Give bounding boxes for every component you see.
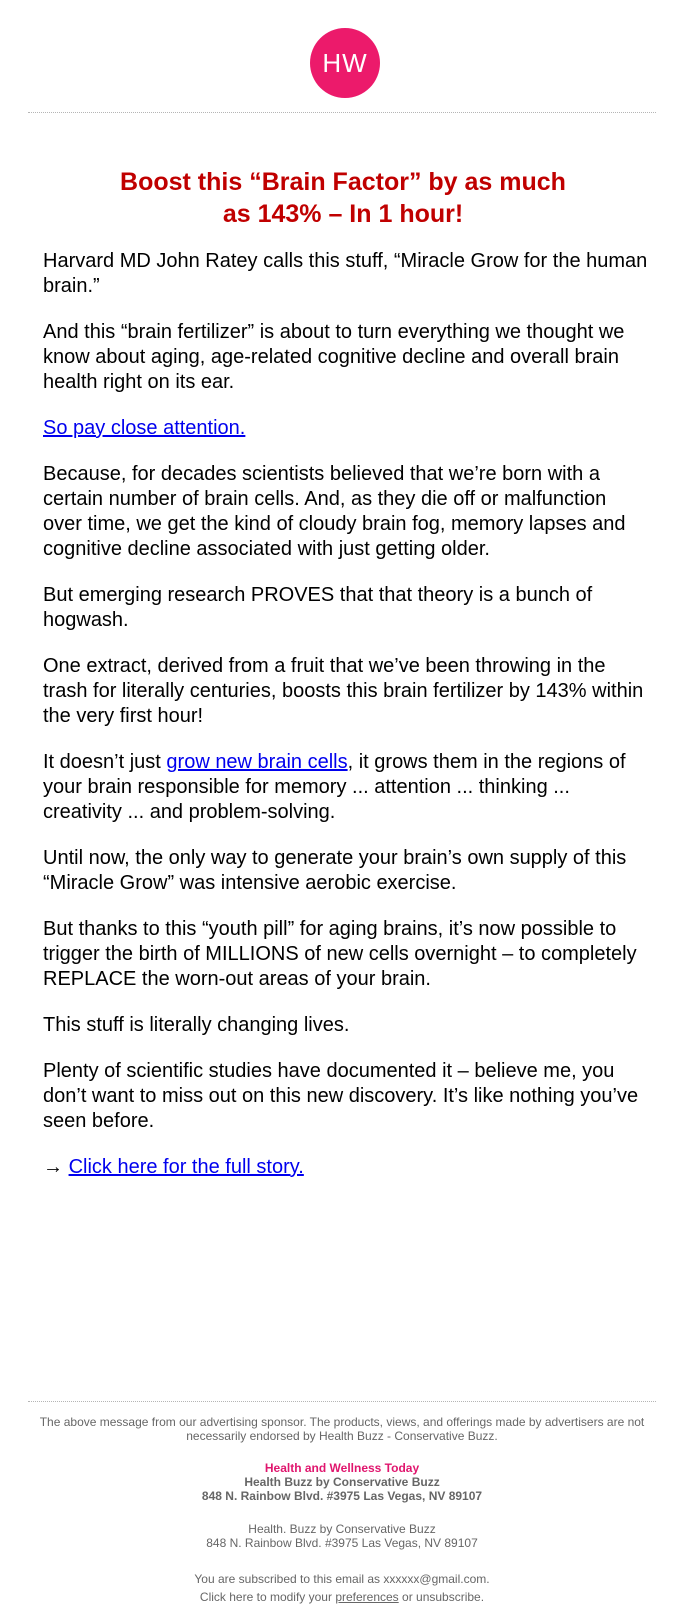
article-body bbox=[43, 249, 648, 1201]
footer-divider bbox=[28, 1401, 656, 1402]
cta-paragraph bbox=[43, 1155, 648, 1180]
footer-brand: Health and Wellness Today bbox=[264, 1461, 420, 1475]
paragraph-11: Plenty of scientific studies have documented it – believe me, you don’t want to miss out on this new discovery. It’s like nothing you’ve seen before. bbox=[43, 1060, 639, 1132]
paragraph-8: Until now, the only way to generate your brain’s own supply of this “Miracle Grow” was intensive aerobic exercise. bbox=[43, 847, 627, 894]
paragraph-7-rest: , it grows them in the regions of your brain responsible for memory ... attention ... thinking ... creativity ... and problem-solving. bbox=[43, 751, 626, 823]
paragraph-2: And this “brain fertilizer” is about to turn everything we thought we know about aging, age-related cognitive decline and overall brain health right on its ear. bbox=[43, 321, 625, 393]
full-story-link[interactable]: Click here for the full story. bbox=[68, 1156, 304, 1178]
paragraph-6: One extract, derived from a fruit that we’ve been throwing in the trash for literally centuries, boosts this brain fertilizer by 143% within the very first hour! bbox=[43, 655, 644, 727]
footer-company-secondary: Health. Buzz by Conservative Buzz bbox=[248, 1522, 436, 1536]
footer-company: Health Buzz by Conservative Buzz bbox=[244, 1475, 440, 1489]
brand-logo-text: HW bbox=[322, 47, 368, 78]
footer-address: 848 N. Rainbow Blvd. #3975 Las Vegas, NV 89107 bbox=[201, 1489, 483, 1503]
footer-spacer bbox=[28, 1503, 656, 1522]
footer-spacer-2 bbox=[28, 1550, 656, 1570]
preferences-tail: or unsubscribe. bbox=[398, 1590, 485, 1604]
preferences-link[interactable]: preferences bbox=[335, 1590, 399, 1604]
paragraph-9: But thanks to this “youth pill” for aging brains, it’s now possible to trigger the birth of MILLIONS of new cells overnight – to completely REPLACE the worn-out areas of your brain. bbox=[43, 918, 637, 990]
headline-line-2: as 143% – In 1 hour! bbox=[222, 200, 464, 228]
paragraph-3 bbox=[43, 416, 648, 441]
paragraph-4: Because, for decades scientists believed that we’re born with a certain number of brain cells. And, as they die off or malfunction over time, we get the kind of cloudy brain fog, memory lapses and cognitive decline associated with just getting older. bbox=[43, 463, 626, 560]
preferences-line bbox=[28, 1588, 656, 1606]
paragraph-5: But emerging research PROVES that that theory is a bunch of hogwash. bbox=[43, 584, 593, 631]
paragraph-10: This stuff is literally changing lives. bbox=[43, 1014, 350, 1036]
footer-address-secondary: 848 N. Rainbow Blvd. #3975 Las Vegas, NV 89107 bbox=[206, 1536, 478, 1550]
arrow-right-icon: → bbox=[43, 1156, 63, 1178]
brand-logo bbox=[310, 28, 380, 98]
preferences-lead: Click here to modify your bbox=[199, 1590, 336, 1604]
grow-brain-cells-link[interactable]: grow new brain cells bbox=[166, 751, 348, 773]
header-divider bbox=[28, 112, 656, 113]
footer bbox=[28, 1415, 656, 1606]
headline bbox=[43, 166, 643, 230]
paragraph-7-lead: It doesn’t just bbox=[43, 751, 167, 773]
advertiser-disclaimer: The above message from our advertising sponsor. The products, views, and offerings made by advertisers are not necessarily endorsed by Health Buzz - Conservative Buzz. bbox=[39, 1415, 645, 1443]
paragraph-1: Harvard MD John Ratey calls this stuff, “Miracle Grow for the human brain.” bbox=[43, 250, 648, 297]
subscription-notice: You are subscribed to this email as xxxxxx@gmail.com. bbox=[194, 1572, 490, 1586]
headline-line-1: Boost this “Brain Factor” by as much bbox=[120, 168, 566, 196]
pay-attention-link[interactable]: So pay close attention. bbox=[43, 417, 246, 439]
paragraph-7 bbox=[43, 750, 648, 825]
